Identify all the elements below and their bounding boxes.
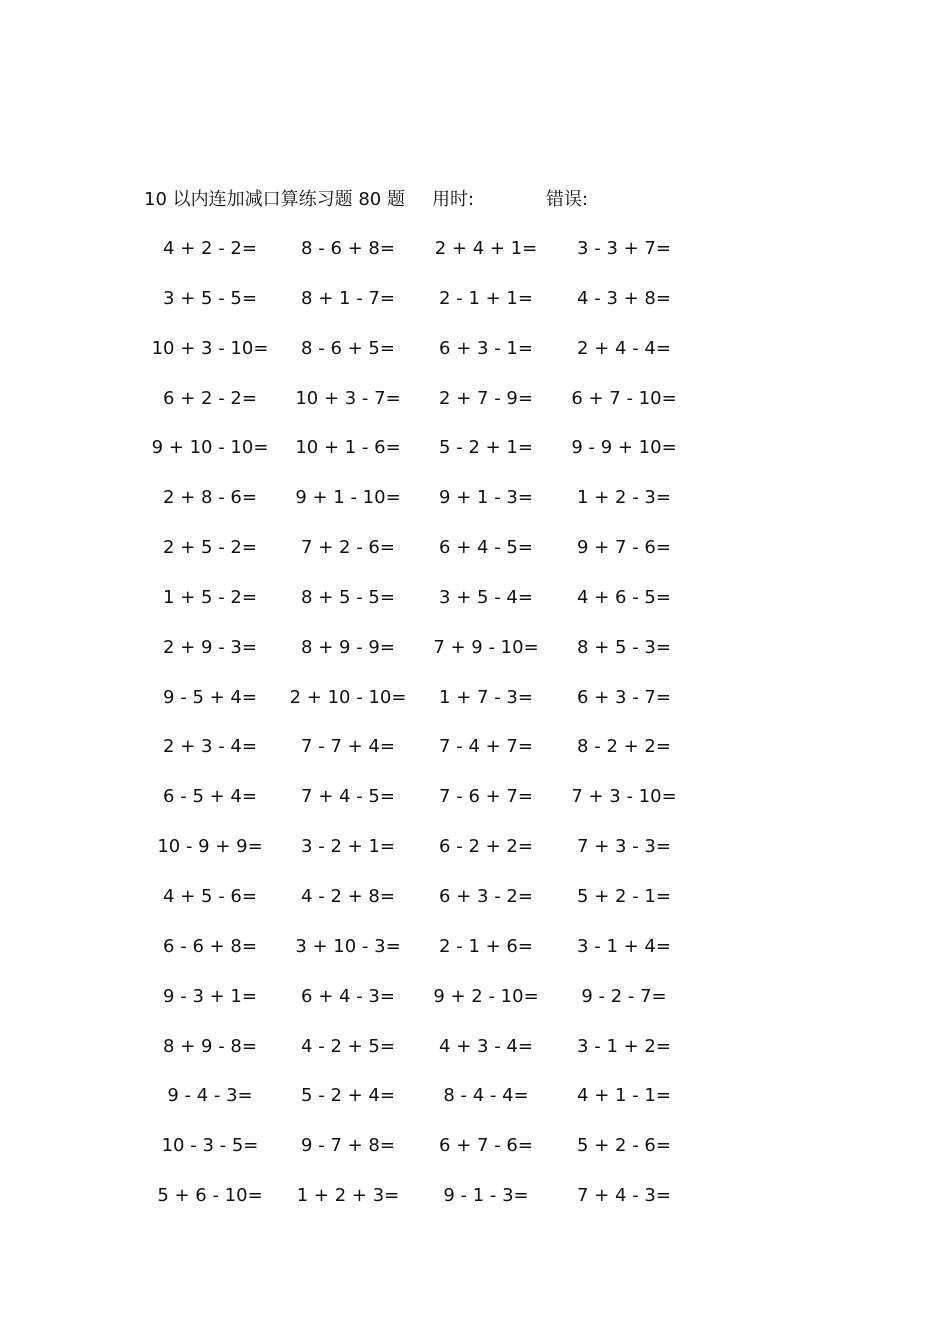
problem: 1 + 2 + 3= [296,1185,400,1207]
problem: 6 + 3 - 1= [439,337,533,359]
problem: 9 + 1 - 3= [439,487,533,509]
problem: 6 + 2 - 2= [163,387,257,409]
problem-row [140,334,700,384]
problem: 2 + 7 - 9= [439,387,533,409]
problem: 9 + 10 - 10= [151,437,269,459]
problem: 9 - 3 + 1= [163,985,257,1007]
problem: 7 + 2 - 6= [301,537,395,559]
problem: 2 + 4 + 1= [434,238,538,259]
problem: 8 - 4 - 4= [443,1085,529,1107]
problem: 4 - 3 + 8= [577,287,671,309]
problem: 9 - 9 + 10= [571,437,677,459]
problem: 9 + 2 - 10= [433,985,539,1007]
problem: 7 - 6 + 7= [439,786,533,808]
error-label: 错误: [546,189,589,210]
problem: 4 + 5 - 6= [163,885,257,907]
problem: 6 + 4 - 5= [439,537,533,559]
problem: 8 - 2 + 2= [577,736,671,758]
problem: 8 + 1 - 7= [301,287,395,309]
problem-row [140,982,700,1032]
problem-row [140,384,700,434]
problem: 9 + 1 - 10= [295,487,401,509]
problem: 9 - 1 - 3= [443,1185,529,1207]
problem: 4 + 1 - 1= [577,1085,671,1107]
problem: 1 + 7 - 3= [439,686,533,708]
time-label: 用时: [432,189,475,210]
problem: 5 + 2 - 1= [577,885,671,907]
problem: 9 - 5 + 4= [163,686,257,708]
problem: 2 + 3 - 4= [163,736,257,758]
problem: 8 + 9 - 9= [301,636,395,658]
problem: 6 + 4 - 3= [301,985,395,1007]
problem: 3 - 1 + 4= [577,935,671,957]
problem-row [140,433,700,483]
problem-row [140,633,700,683]
problem: 7 + 3 - 10= [571,786,677,808]
problem-row [140,234,700,284]
problem: 10 - 9 + 9= [157,836,263,858]
problem: 8 + 5 - 3= [577,636,671,658]
problem: 6 + 7 - 6= [439,1135,533,1157]
problem: 6 - 6 + 8= [163,935,257,957]
problem: 3 - 2 + 1= [301,836,395,858]
problem: 2 + 8 - 6= [163,487,257,509]
problem: 8 + 5 - 5= [301,586,395,608]
problem: 7 - 7 + 4= [301,736,395,758]
problem: 8 - 6 + 5= [301,337,395,359]
problem: 5 + 6 - 10= [157,1185,263,1207]
problem-row [140,882,700,932]
problem: 7 + 9 - 10= [433,636,539,658]
problem: 1 + 5 - 2= [163,586,257,608]
problem: 3 + 10 - 3= [295,935,401,957]
problem: 10 + 1 - 6= [295,437,401,459]
problem-row [140,932,700,982]
problem: 7 + 3 - 3= [577,836,671,858]
problem: 8 + 9 - 8= [163,1035,257,1057]
problem: 9 - 2 - 7= [581,985,667,1007]
problem: 5 - 2 + 4= [301,1085,395,1107]
problem: 4 - 2 + 5= [301,1035,395,1057]
problem: 9 + 7 - 6= [577,537,671,559]
problem: 4 + 3 - 4= [439,1035,533,1057]
worksheet-title: 10 以内连加减口算练习题 80 题 [144,189,405,210]
problem: 3 - 1 + 2= [577,1035,671,1057]
problem-row [140,583,700,633]
problem: 10 + 3 - 7= [295,387,401,409]
problem: 4 - 2 + 8= [301,885,395,907]
problem: 6 + 3 - 7= [577,686,671,708]
problem: 2 + 10 - 10= [289,686,407,708]
problem: 8 - 6 + 8= [301,238,395,259]
problem: 3 - 3 + 7= [577,238,671,259]
problem: 10 + 3 - 10= [151,337,269,359]
problem-row [140,483,700,533]
problem-row [140,832,700,882]
problem-row [140,533,700,583]
problem: 9 - 4 - 3= [167,1085,253,1107]
problem: 1 + 2 - 3= [577,487,671,509]
problem: 3 + 5 - 4= [439,586,533,608]
problem-row [140,284,700,334]
problem-grid [140,234,700,1231]
problem: 7 - 4 + 7= [439,736,533,758]
problem: 5 - 2 + 1= [439,437,533,459]
problem-row [140,1131,700,1181]
problem: 2 - 1 + 1= [439,287,533,309]
problem: 2 + 4 - 4= [577,337,671,359]
problem: 6 + 7 - 10= [571,387,677,409]
problem: 5 + 2 - 6= [577,1135,671,1157]
problem: 10 - 3 - 5= [161,1135,259,1157]
problem: 4 + 2 - 2= [163,238,257,259]
problem-row [140,1081,700,1131]
problem: 2 - 1 + 6= [439,935,533,957]
problem: 7 + 4 - 3= [577,1185,671,1207]
problem: 3 + 5 - 5= [163,287,257,309]
problem-row [140,683,700,733]
problem: 4 + 6 - 5= [577,586,671,608]
problem: 6 - 2 + 2= [439,836,533,858]
problem-row [140,1032,700,1082]
problem-row [140,1181,700,1231]
problem: 2 + 5 - 2= [163,537,257,559]
problem: 7 + 4 - 5= [301,786,395,808]
problem: 6 + 3 - 2= [439,885,533,907]
problem-row [140,732,700,782]
problem: 9 - 7 + 8= [301,1135,395,1157]
problem-row [140,782,700,832]
problem: 6 - 5 + 4= [163,786,257,808]
problem: 2 + 9 - 3= [163,636,257,658]
